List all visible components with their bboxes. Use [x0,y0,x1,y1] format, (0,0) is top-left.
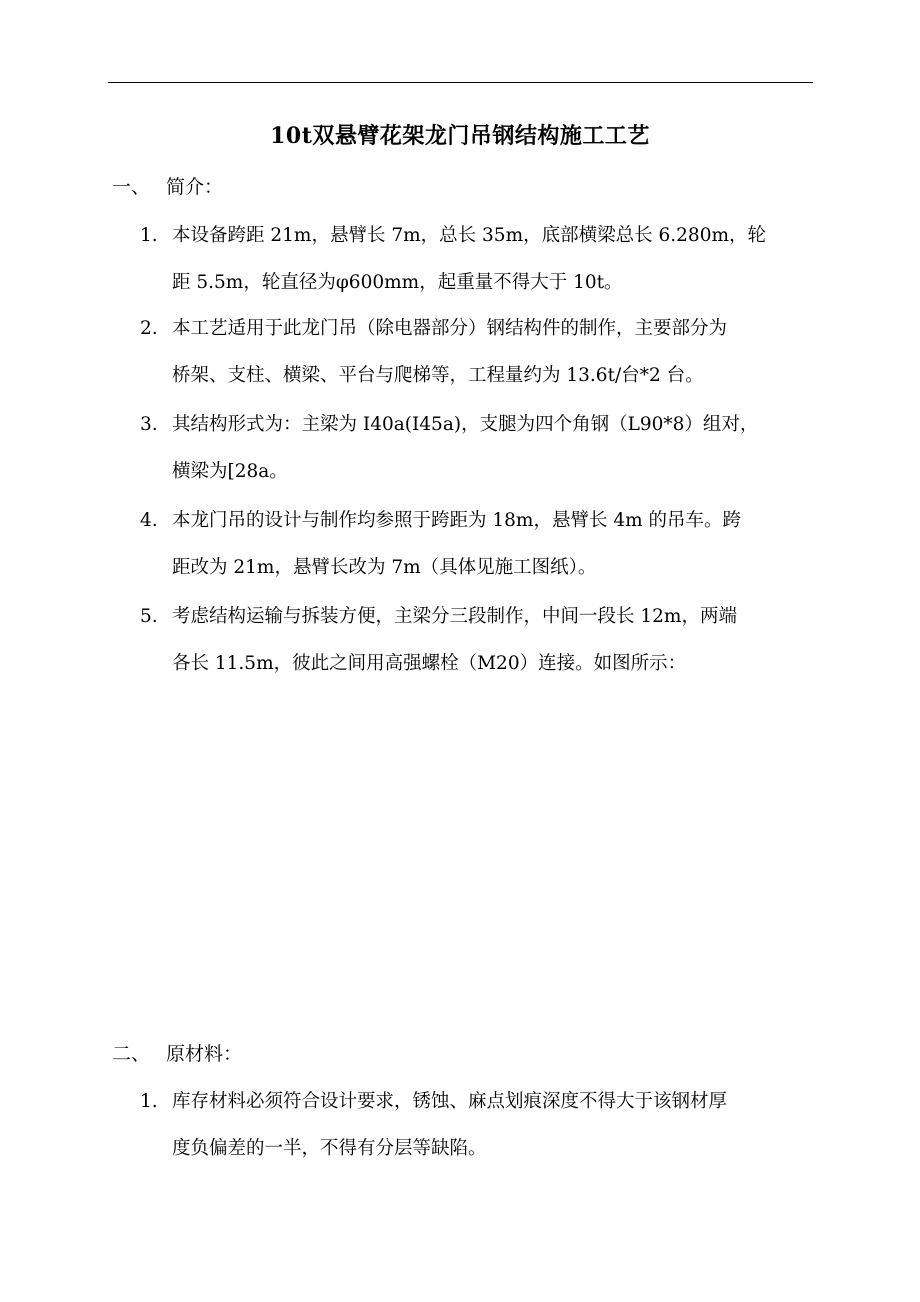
section-number: 二、 [112,1043,151,1065]
item-number: 1. [140,225,158,246]
item-number: 3. [140,414,158,435]
item-line: 度负偏差的一半，不得有分层等缺陷。 [172,1138,487,1159]
list-item [140,212,820,306]
list-item [140,497,820,591]
item-line: 本工艺适用于此龙门吊（除电器部分）钢结构件的制作，主要部分为 [172,318,728,339]
item-number: 4. [140,510,158,531]
item-number: 5. [140,606,158,627]
section-heading-intro [112,172,223,202]
list-item [140,305,820,399]
section-number: 一、 [112,176,151,198]
item-line: 本设备跨距 21m，悬臂长 7m，总长 35m，底部横梁总长 6.280m，轮 [172,225,767,246]
item-line: 各长 11.5m，彼此之间用高强螺栓（M20）连接。如图所示： [172,653,687,674]
item-line: 横梁为[28a。 [172,461,288,482]
item-line: 其结构形式为：主梁为 I40a(I45a)，支腿为四个角钢（L90*8）组对， [172,414,759,435]
list-item [140,593,820,687]
item-line: 考虑结构运输与拆装方便，主梁分三段制作，中间一段长 12m，两端 [172,606,737,627]
list-item [140,1078,820,1172]
document-title: 10t双悬臂花架龙门吊钢结构施工工艺 [270,123,650,149]
item-number: 1. [140,1091,158,1112]
section-title: 简介： [166,176,224,198]
item-number: 2. [140,318,158,339]
item-line: 桥架、支柱、横梁、平台与爬梯等，工程量约为 13.6t/台*2 台。 [172,365,704,386]
item-line: 库存材料必须符合设计要求，锈蚀、麻点划痕深度不得大于该钢材厚 [172,1091,728,1112]
item-line: 距 5.5m，轮直径为φ600mm，起重量不得大于 10t。 [172,272,623,293]
figure-placeholder [108,705,813,1025]
section-title: 原材料： [166,1043,243,1065]
list-item [140,401,820,495]
item-line: 距改为 21m，悬臂长改为 7m（具体见施工图纸）。 [172,557,597,578]
header-rule [108,82,813,83]
item-line: 本龙门吊的设计与制作均参照于跨距为 18m，悬臂长 4m 的吊车。跨 [172,510,742,531]
section-heading-materials [112,1039,242,1069]
